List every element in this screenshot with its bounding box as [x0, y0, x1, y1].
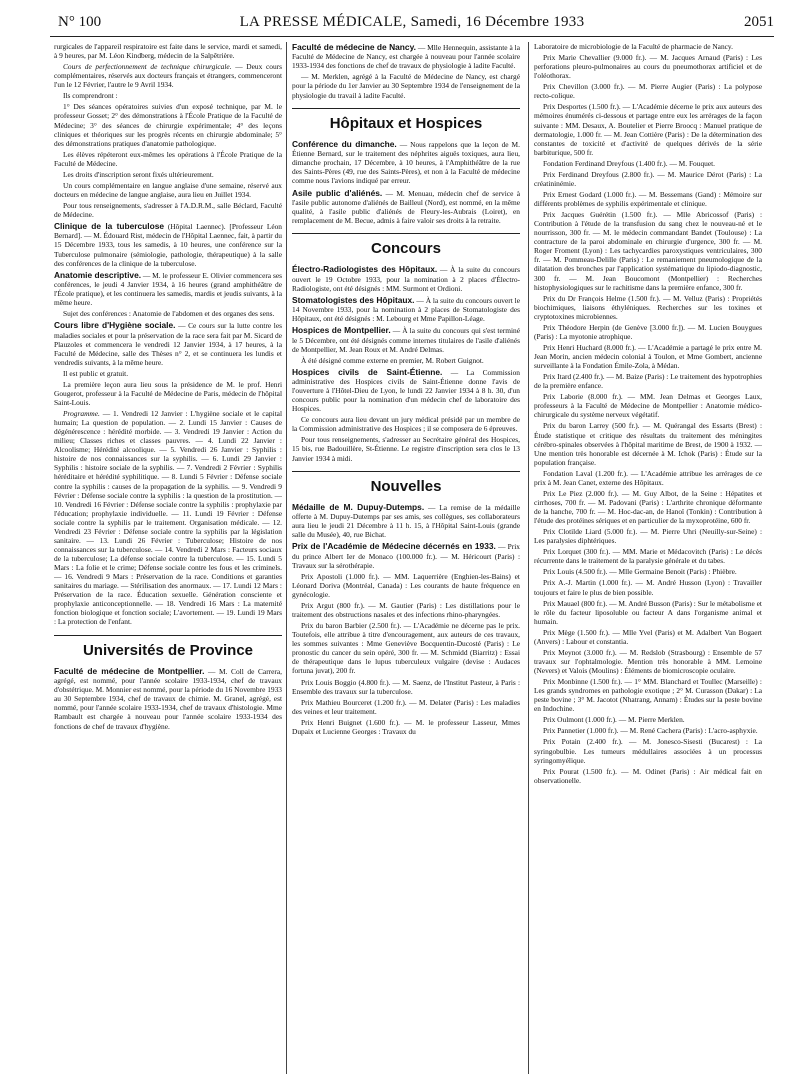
paragraph-text: Ce concours aura lieu devant un jury médical présidé par un membre de la Commission administrative des Hospices ; il se composera de 6 épreuves.: [292, 415, 520, 434]
paragraph: [534, 715, 762, 724]
page-header: [50, 14, 774, 37]
paragraph-text: Pour tous renseignements, s'adresser au Secrétaire général des Hospices, 15 bis, rue Badouillère, St-Étienne. Le registre d'inscription sera clos le 13 Janvier 1934 à midi.: [292, 435, 520, 463]
paragraph: [54, 270, 282, 307]
paragraph-text: Laboratoire de microbiologie de la Faculté de pharmacie de Nancy.: [534, 42, 733, 51]
paragraph-text: Prix Clotilde Liard (5.000 fr.). — M. Pierre Uhri (Neuilly-sur-Seine) : Les paralysies diphtériques.: [534, 527, 762, 546]
paragraph: [292, 621, 520, 675]
paragraph-text: Prix Oulmont (1.000 fr.). — M. Pierre Merklen.: [543, 715, 685, 725]
paragraph-text: Prix Louis (4.500 fr.). — Mlle Germaine Benoit (Paris) : Phièbre.: [543, 567, 737, 577]
paragraph-text: Prix Chevillon (3.000 fr.). — M. Pierre Augier (Paris) : La polypose recto-colique.: [534, 82, 762, 101]
paragraph: [292, 502, 520, 539]
paragraph-text: Prix Marie Chevallier (9.000 fr.). — M. Jacques Arnaud (Paris) : Les perforations pleuro-pulmonaires au cours du pneumothorax artificiel et de l'oléothorax.: [534, 53, 762, 81]
paragraph: [292, 435, 520, 462]
paragraph-text: — À la suite du concours qui s'est terminé le 5 Décembre, ont été désignés comme internes titulaires de l'asile d'aliénés de Montpellier, M. Jean Roux et M. André Delmas.: [292, 326, 520, 354]
col2-paragraphs: [292, 42, 520, 100]
paragraph: [292, 295, 520, 323]
paragraph-text: — Ce cours sur la lutte contre les maladies sociales et pour la préservation de la race sera fait par M. Sicard de Plauzoles et commencera le vendredi 12 Janvier 1934, à 17 heures, à la Faculté de Médecine, salle des Thèses n° 2, et se continuera les lundis et vendredis suivants, à la même heure.: [54, 321, 282, 367]
paragraph-text: Les droits d'inscription seront fixés ultérieurement.: [63, 169, 214, 179]
paragraph: [534, 170, 762, 188]
paragraph-text: — À la suite du concours ouvert le 14 Novembre 1933, pour la nomination à 2 places de Stomatologiste des Hôpitaux, ont été désignés : M. Lebourg et Mme Papillon-Léage.: [292, 295, 520, 324]
paragraph-text: Il est public et gratuit.: [63, 368, 129, 378]
paragraph-text: Les élèves répéteront eux-mêmes les opérations à l'École Pratique de la Faculté de Médecine.: [54, 149, 282, 168]
paragraph-text: Prix A.-J. Martin (1.000 fr.). — M. André Husson (Lyon) : Travailler toujours et faire le plus de bien possible.: [534, 578, 762, 597]
paragraph: [292, 367, 520, 414]
paragraph: [292, 718, 520, 736]
paragraph-text: — Mlle Hennequin, assistante à la Faculté de Médecine de Nancy, est chargée à nouveau pour l'année scolaire 1933-1934 des fonctions de chef de travaux de physiologie à ladite Faculté.: [292, 43, 520, 71]
paragraph: [534, 159, 762, 168]
paragraph-text: Prix Monbinne (1.500 fr.). — 1° MM. Blanchard et Toullec (Marseille) : Les grands syndromes en pathologie exotique ; 2° M. Curasson (Dakar) : La peste bovine ; 3° M. Jacotot (Nhatrang, Annam) : Études sur la peste bovine en Indochine.: [534, 677, 762, 714]
paragraph-text: — M. Menuau, médecin chef de service à l'asile public autonome d'aliénés de Bailleul (Nord), est nommé, en la même qualité, à l'asile public d'aliénés de Fleury-les-Aubrais (Loiret), en remplacement de M. Becue, admis à faire valoir ses droits à la retraite.: [292, 188, 520, 225]
paragraph: [534, 392, 762, 419]
paragraph: [292, 188, 520, 225]
paragraph-text: Prix Pannetier (1.000 fr.). — M. René Cachera (Paris) : L'acro-asphyxie.: [543, 726, 758, 736]
paragraph: [54, 309, 282, 318]
paragraph: [292, 415, 520, 433]
paragraph-heading: Électro-Radiologistes des Hôpitaux.: [292, 264, 438, 275]
paragraph: [534, 489, 762, 525]
paragraph: [54, 369, 282, 378]
paragraph-text: Prix Pourat (1.500 fr.). — M. Odinet (Paris) : Air médical fait en observationelle.: [534, 766, 762, 785]
paragraph-text: — M. Coll de Carrera, agrégé, est nommé, pour l'année scolaire 1933-1934, chef de travaux d'obstétrique. M. Monnier est nommé, pour la période du 16 Novembre 1933 au 30 Septembre 1934, chef de travaux de chimie. M. Granel, agrégé, est nommé, pour l'année scolaire 1933-1934, chef de travaux d'histologie. Mme Rambault est chargée à nouveau pour l'année scolaire 1933-1934 des fonctions de chef de travaux d'hygiène.: [54, 666, 282, 731]
paragraph-text: Prix du Dr François Helme (1.500 fr.). — M. Velluz (Paris) : Propriétés biochimiques, liaisons éthyléniques. Recherches sur les toxines et cryptotoxines microbiennes.: [534, 293, 762, 321]
paragraph: [534, 726, 762, 735]
col2-concours-paragraphs: [292, 264, 520, 462]
paragraph: [54, 91, 282, 100]
paragraph: [292, 698, 520, 716]
column-divider: [286, 42, 287, 1074]
paragraph-text: — Nous rappelons que la leçon de M. Étienne Bernard, sur le traitement des néphrites aiguës toxiques, aura lieu, dimanche prochain, 17 Décembre, à 10 heures, à l'Amphithéâtre de la rue des Saints-Pères (49, rue des Saints-Pères), et non à la Faculté de médecine comme nous l'avions indiqué par erreur.: [292, 139, 520, 186]
paragraph-text: — Deux cours complémentaires, réservés aux docteurs français et étrangers, commenceront l'un le 12 Février, l'autre le 9 Avril 1934.: [54, 62, 282, 90]
col1-paragraphs: [54, 42, 282, 627]
paragraph-text: La première leçon aura lieu sous la présidence de M. le prof. Henri Gougerot, professeur à la Faculté de Médecine de Paris, médecin de l'hôpital Saint-Louis.: [54, 379, 282, 407]
section-heading-hopitaux: Hôpitaux et Hospices: [292, 108, 520, 133]
column-divider: [528, 42, 529, 1074]
paragraph-heading: Stomatologistes des Hôpitaux.: [292, 294, 415, 305]
paragraph: [534, 42, 762, 51]
paragraph: [54, 42, 282, 60]
paragraph: [534, 372, 762, 390]
paragraph: [534, 578, 762, 596]
paragraph-text: Prix Le Piez (2.000 fr.). — M. Guy Albot, de la Seine : Hépatites et cirrhoses, 700 fr. — M. Padovani (Paris) : L'arthrite chronique déformante de la hanche, 700 fr. — M. Hoc-dac-an, de Hanoï (Tonkin) : Contribution à l'étude des protéines sériques et en particulier de la myxoprotéine, 600 fr.: [534, 488, 762, 526]
paragraph-text: Prix Henri Buignet (1.600 fr.). — M. le professeur Lasseur, Mmes Dupaix et Lucienne Georges : Travaux du: [292, 717, 520, 736]
paragraph-text: Ils comprendront :: [63, 91, 118, 101]
paragraph: [534, 421, 762, 466]
paragraph: [292, 601, 520, 619]
paragraph: [534, 323, 762, 341]
col1-after-paragraphs: [54, 666, 282, 731]
paragraph-heading: Clinique de la tuberculose: [54, 221, 165, 232]
paragraph: [534, 294, 762, 321]
paragraph-heading: Faculté de médecine de Montpellier.: [54, 665, 205, 676]
paragraph: [292, 572, 520, 599]
paragraph-text: Prix Louis Boggio (4.800 fr.). — M. Saenz, de l'Institut Pasteur, à Paris : Ensemble des travaux sur la tuberculose.: [292, 677, 520, 696]
paragraph-heading: Hospices de Montpellier.: [292, 325, 391, 336]
paragraph: [292, 678, 520, 696]
paragraph: [292, 541, 520, 569]
paragraph-text: 1° Des séances opératoires suivies d'un exposé technique, par M. le professeur Gosset; 2° des démonstrations à l'École Pratique de la Faculté de Médecine; 3° des séances de chirurgie expérimentale; 4° des leçons cliniques et théoriques sur les progrès récents en chirurgie abdominale; 5° des démonstrations pratiques d'anatomie pathologique.: [54, 102, 282, 148]
paragraph: [534, 599, 762, 626]
paragraph-text: Prix du baron Barbier (2.500 fr.). — L'Académie ne décerne pas le prix. Toutefois, elle attribue à titre d'encouragement, aux auteurs de ces travaux, les sommes suivantes : Mme Geneviève Bocquentin-Ducosté (Paris) : Le pronostic du cancer du sein opéré, 300 fr. — M. Schmidd (Biarritz) : Essai de thérapeutique dans le lupus tuberculeux vulgaire (devise : Audaces fortuna juvat), 200 fr.: [292, 621, 520, 676]
paragraph: [54, 62, 282, 89]
paragraph-text: Prix Henri Huchard (8.000 fr.). — L'Académie a partagé le prix entre M. Jean Morin, ancien médecin colonial à Toulon, et Mme Gombert, ancienne surveillante à la Fondation Émile-Zola, à Médan.: [534, 342, 762, 371]
paragraph-text: rurgicales de l'appareil respiratoire est faite dans le service, mardi et samedi, à 9 heures, par M. Léon Kindberg, médecin de la Salpêtrière.: [54, 42, 282, 61]
col3-paragraphs: [534, 42, 762, 785]
paragraph: [534, 767, 762, 785]
paragraph: [292, 325, 520, 353]
paragraph: [534, 469, 762, 487]
paragraph-text: Prix Laborie (8.000 fr.). — MM. Jean Delmas et Georges Laux, professeurs à la Faculté de Médecine de Montpellier : Anatomie médico-chirurgicale du système nerveux végétatif.: [534, 392, 762, 420]
paragraph: [54, 409, 282, 627]
col2-hopitaux-paragraphs: [292, 139, 520, 225]
paragraph: [534, 737, 762, 764]
paragraph-text: Prix Mathieu Bourceret (1.200 fr.). — M. Delater (Paris) : Les maladies des veines et leur traitement.: [292, 697, 520, 716]
paragraph-text: — M. Merklen, agrégé à la Faculté de Médecine de Nancy, est chargé pour la période du 1er Janvier au 30 Septembre 1934 de l'enseignement de la physiologie du travail à ladite Faculté.: [292, 72, 520, 100]
paragraph-text: — La Commission administrative des Hospices civils de Saint-Étienne donne l'avis de l'ouverture à l'Hôtel-Dieu de Lyon, le lundi 22 Janvier 1934 à 8 h. 30, d'un concours public pour la nomination d'un médecin chef de laboratoire des Hospices.: [292, 367, 520, 414]
paragraph-text: — La remise de la médaille offerte à M. Dupuy-Dutemps par ses amis, ses collègues, ses collaborateurs aura lieu le jeudi 21 Décembre à 11 h. 15, à l'Hôpital Saint-Louis (grande salle du Musée), 40, rue Bichat.: [292, 502, 520, 540]
paragraph-text: Prix Desportes (1.500 fr.). — L'Académie décerne le prix aux auteurs des mémoires énumérés ci-dessous et partage entre eux les arrérages de la façon suivante : MM. Desaux, A. Boutelier et Pierre Broocq : Manuel pratique de dermatologie, 1.000 fr. — M. Jean Cottière (Paris) : De la détermination des constantes de toxicité et d'activité de quelques dérivés de la série barbiturique, 500 fr.: [534, 102, 762, 157]
paragraph: [534, 190, 762, 208]
paragraph: [292, 72, 520, 99]
paragraph: [54, 102, 282, 147]
page-number: 2051: [744, 14, 774, 30]
paragraph-heading: Cours libre d'Hygiène sociale.: [54, 320, 176, 331]
paragraph-text: À été désigné comme externe en premier, M. Robert Guignot.: [301, 355, 484, 365]
paragraph-text: Prix Lorquet (300 fr.). — MM. Marie et Médacovitch (Paris) : Le décès récurrente dans le traitement de la paralysie générale et du tabes.: [534, 547, 762, 566]
paragraph: [534, 527, 762, 545]
paragraph: [54, 181, 282, 199]
paragraph-heading: Anatomie descriptive.: [54, 269, 142, 280]
paragraph: [54, 170, 282, 179]
paragraph: [54, 201, 282, 219]
paragraph: [534, 567, 762, 576]
paragraph: [54, 380, 282, 407]
paragraph-heading: Prix de l'Académie de Médecine décernés en 1933.: [292, 541, 496, 552]
paragraph: [54, 150, 282, 168]
page-number-label: N° 100: [58, 14, 102, 30]
column-right: [534, 42, 762, 1078]
column-middle: [292, 42, 520, 1078]
paragraph: [292, 264, 520, 292]
paragraph: [534, 210, 762, 292]
paragraph: [292, 139, 520, 186]
paragraph: [54, 320, 282, 367]
paragraph-text: Prix Argut (800 fr.). — M. Gautier (Paris) : Les distillations pour le traitement des obstructions nasales et des infections rhino-pharyngées.: [292, 601, 520, 620]
paragraph: [292, 42, 520, 70]
paragraph: [534, 102, 762, 156]
paragraph-text: Prix Ernest Godard (1.000 fr.). — M. Bessemans (Gand) : Mémoire sur différents problèmes de syphilis expérimentale et clinique.: [534, 189, 762, 208]
paragraph: [292, 356, 520, 365]
paragraph-text: Prix Mège (1.500 fr.). — Mlle Yvel (Paris) et M. Adalbert Van Bogaert (Anvers) : Labour et constantia.: [534, 627, 762, 646]
paragraph-text: — 1. Vendredi 12 Janvier : L'hygiène sociale et le capital humain; La question de population. — 2. Lundi 15 Janvier : Causes de dégénérescence : hérédité morbide. — 3. Vendredi 19 Janvier : Action du milieu; Classes riches et classes pauvres. — 4. Lundi 22 Janvier : Alcoolisme; Hérédité alcoolique. — 5. Vendredi 26 Janvier : Syphilis : histoire de nos connaissances sur la syphilis. — 6. Lundi 29 Janvier : Syphilis : histoire sociale de la syphilis. — 7. Vendredi 2 Février : Syphilis héréditaire et hérédité syphilitique. — 8. Lundi 5 Février : Défense sociale contre la syphilis : causes de la propagation de la syphilis. — 9. Vendredi 9 Février : Défense sociale contre la syphilis : la question de la prostitution. — 10. Vendredi 16 Février : Défense sociale contre la syphilis : prophylaxie par l'éducation; prophylaxie individuelle. — 11. Lundi 19 Février : Défense sociale contre la syphilis par le traitement. Organisation médicale. — 12. Vendredi 23 Février : Défense sociale contre la syphilis par la législation sanitaire. — 13. Lundi 26 Février : Tuberculose; Histoire de nos connaissances sur la tuberculose. — 14. Vendredi 2 Mars : Facteurs sociaux de la tuberculose; La défense sociale contre la tuberculose. — 15. Lundi 5 Mars : La folie et le crime; Défense sociale contre les fous et les criminels. — 16. Vendredi 9 Mars : Préservation de la race. Conditions et garanties sanitaires du mariage. — Stérilisation des anormaux. — 17. Lundi 12 Mars : Préservation de la race. Éducation sexuelle. Génération consciente et prophylaxie anticonceptionnelle. — 18. Vendredi 16 Mars : La maternité fonction biologique et fonction sociale; L'avortement. — 19. Lundi 19 Mars : La protection de l'enfant.: [54, 409, 282, 627]
paragraph-text: — À la suite du concours ouvert le 19 Octobre 1933, pour la nomination à 2 places d'Électro-Radiologiste, ont été désignés : MM. Surmont et Ordioni.: [292, 265, 520, 293]
paragraph-text: Prix Théodore Herpin (de Genève [3.000 fr.]). — M. Lucien Bouygues (Paris) : La myotonie atrophique.: [534, 322, 762, 341]
paragraph-text: — M. le professeur E. Olivier commencera ses conférences, le jeudi 4 Janvier 1934, à 16 heures (grand amphithéâtre de l'École pratique), et les continuera les samedis, mardis et jeudis suivants, à la même heure.: [54, 270, 282, 308]
paragraph: [534, 53, 762, 80]
paragraph-text: Prix Ferdinand Dreyfous (2.800 fr.). — M. Maurice Dérot (Paris) : La créatininémie.: [534, 169, 762, 188]
paragraph: [534, 677, 762, 713]
section-heading-concours: Concours: [292, 233, 520, 258]
paragraph: [534, 547, 762, 565]
paragraph-heading: Conférence du dimanche.: [292, 138, 397, 149]
paragraph-text: Fondation Ferdinand Dreyfous (1.400 fr.). — M. Fouquet.: [543, 158, 716, 168]
paragraph: [54, 666, 282, 731]
paragraph: [54, 221, 282, 268]
paragraph-italic-lead: Cours de perfectionnement de technique chirurgicale.: [63, 62, 232, 72]
paragraph-text: Fondation Laval (1.200 fr.). — L'Académie attribue les arrérages de ce prix à M. Jean Canet, externe des Hôpitaux.: [534, 468, 762, 487]
column-left: [54, 42, 282, 1078]
paragraph-text: Prix Mauael (800 fr.). — M. André Busson (Paris) : Sur le métabolisme et le rôle du facteur liposoluble ou facteur A dans l'organisme animal et humain.: [534, 598, 762, 626]
paragraph-heading: Faculté de médecine de Nancy.: [292, 42, 416, 52]
paragraph-text: Prix Itard (2.400 fr.). — M. Baize (Paris) : Le traitement des hypotrophies de la première enfance.: [534, 372, 762, 391]
paragraph-heading: Hospices civils de Saint-Étienne.: [292, 366, 443, 377]
paragraph: [534, 343, 762, 370]
section-heading-universites: Universités de Province: [54, 635, 282, 660]
section-heading-nouvelles: Nouvelles: [292, 471, 520, 496]
paragraph-text: Prix Jacques Guérétin (1.500 fr.). — Mlle Abricossof (Paris) : Contribution à l'étude de la transfusion du sang chez le nouveau-né et le nourrisson, 300 fr. — M. le médecin commandant Bandet (Toulouse) : La contracture de la paroi abdominale en chirurgie d'urgence, 300 fr. — M. Roger Froment (Lyon) : Les tachycardies paroxystiques ventriculaires, 300 fr. — M. Pommeau-Delille (Paris) : Le remaniement pneumologique de la dilatation des bronches par l'application systématique du lipiodo-diagnostic, 300 fr. — M. Jean Boucomont (Montpellier) : Recherches histophysiologiques sur le rachitisme dans la première enfance, 300 fr.: [534, 210, 762, 292]
paragraph-text: Pour tous renseignements, s'adresser à l'A.D.R.M., salle Béclard, Faculté de Médecine.: [54, 201, 282, 220]
paragraph-text: Prix Meynot (3.000 fr.). — M. Redslob (Strasbourg) : Ensemble de 57 travaux sur l'ophtalmologie. Mention très honorable à MM. Lemoine (Nevers) et Valois (Moulins) : Éléments de biomicroscopie oculaire.: [534, 647, 762, 675]
paragraph: [534, 648, 762, 675]
paragraph-text: Prix du baron Larrey (500 fr.). — M. Quérangal des Essarts (Brest) : Étude statistique et critique des résultats du traitement des méningites cérébro-spinales observées à l'hôpital maritime de Brest, de 1900 à 1932. — Une mention très honorable est décernée à M. Ichok (Paris) : Étude sur la population française.: [534, 421, 762, 467]
paragraph-heading: Asile public d'aliénés.: [292, 187, 383, 198]
paragraph-text: Un cours complémentaire en langue anglaise d'une semaine, réservé aux docteurs en médecine de langue anglaise, aura lieu en Juillet 1934.: [54, 180, 282, 199]
paragraph: [534, 628, 762, 646]
paragraph-text: — Prix du prince Albert Ier de Monaco (100.000 fr.). — M. Héricourt (Paris) : Travaux sur la sérothérapie.: [292, 542, 520, 570]
paragraph-text: Prix Potain (2.400 fr.). — M. Jonesco-Sisesti (Bucarest) : La syringobulbie. Les tumeurs médullaires associées à un processus syringomyélique.: [534, 737, 762, 765]
paragraph-italic-lead: Programme.: [63, 409, 100, 419]
col2-nouvelles-paragraphs: [292, 502, 520, 736]
paragraph: [534, 82, 762, 100]
journal-title: LA PRESSE MÉDICALE, Samedi, 16 Décembre 1933: [239, 14, 585, 30]
paragraph-text: Sujet des conférences : Anatomie de l'abdomen et des organes des sens.: [63, 309, 275, 319]
paragraph-text: (Hôpital Laennec). [Professeur Léon Bernard]. — M. Édouard Rist, médecin de l'Hôpital Laennec, fait, à partir du 15 Décembre 1933, tous les samedis, à 10 heures, une conférence sur la Tuberculose pulmonaire (sémiologie, pathologie, thérapeutique) à la salle des conférences de la clinique de la tuberculose.: [54, 222, 282, 268]
paragraph-heading: Médaille de M. Dupuy-Dutemps.: [292, 501, 425, 512]
paragraph-text: Prix Apostoli (1.000 fr.). — MM. Laquerrière (Enghien-les-Bains) et Léonard Doriva (Montréal, Canada) : Les courants de haute fréquence en gynécologie.: [292, 571, 520, 599]
